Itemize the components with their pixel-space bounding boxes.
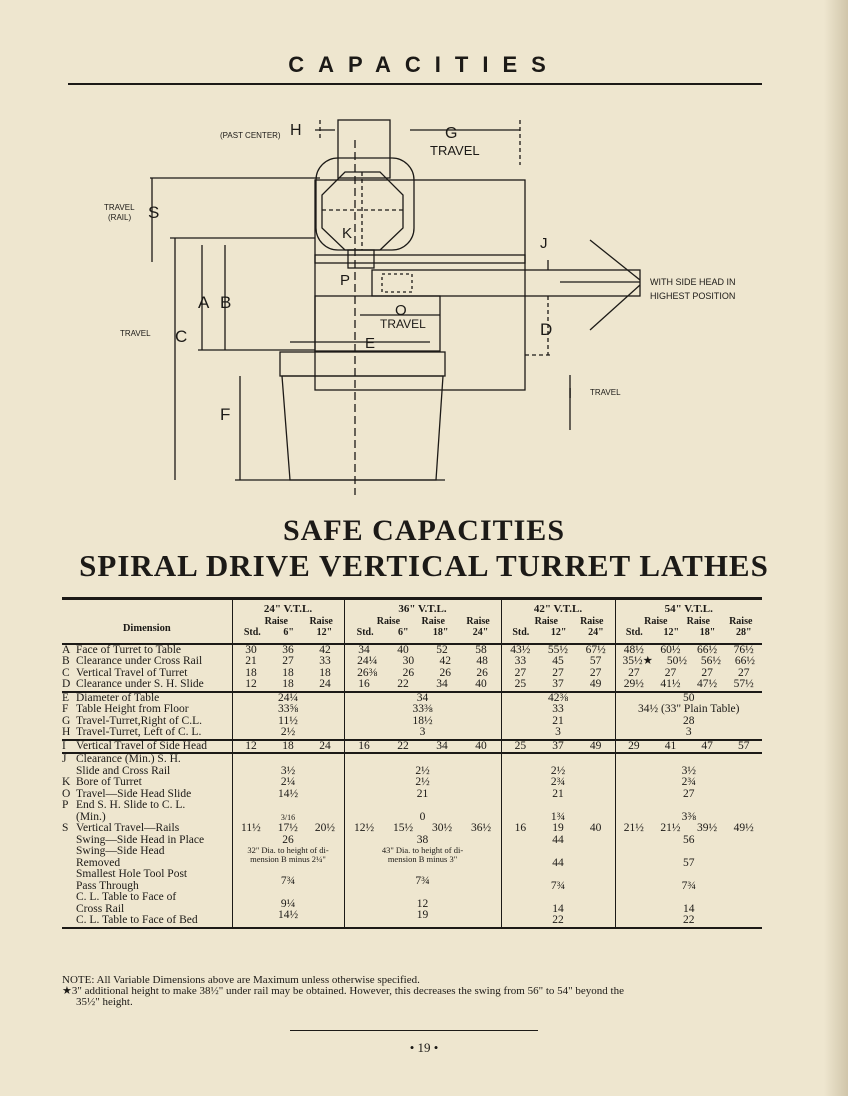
svg-text:HIGHEST POSITION: HIGHEST POSITION: [650, 291, 736, 301]
table-group-e-h: [62, 692, 762, 740]
footer-rule: [290, 1030, 538, 1031]
svg-text:O: O: [395, 302, 407, 319]
group3-m24: 12 18 24: [232, 740, 344, 754]
note-line-3: 35½" height.: [76, 996, 133, 1008]
page-number: • 19 •: [409, 1040, 439, 1055]
table-group-i: [62, 740, 762, 754]
svg-text:E: E: [365, 335, 376, 352]
group2-labels: E Diameter of Table F Table Height from Floor G Travel-Turret,Right of C.L. H Travel-Turret, Left of C. L.: [62, 692, 232, 740]
group2-m24: 24¼ 33⅝ 11½ 2½: [232, 692, 344, 740]
svg-text:A: A: [198, 293, 210, 312]
group2-m54: 50 34½ (33" Plain Table) 28 3: [615, 692, 762, 740]
svg-text:H: H: [290, 122, 302, 139]
svg-text:I: I: [568, 385, 573, 402]
group4-m24: 3½ 2¼ 14½ 3/16 11½ 17½ 20½ 26 32" Dia. to height of di- mension B minus 2¼" 7¾ 9¼ 14½: [232, 753, 344, 928]
model-42-header: 42" V.T.L. Raise Raise Std. 12" 24": [501, 600, 615, 644]
svg-text:D: D: [540, 320, 553, 339]
header-rule: [68, 83, 762, 85]
model-54-header: 54" V.T.L. Raise Raise Raise Std. 12" 18" 28": [615, 600, 762, 644]
past-center-label: (PAST CENTER): [220, 131, 281, 140]
svg-text:TRAVEL: TRAVEL: [120, 329, 151, 338]
svg-text:G: G: [445, 125, 458, 142]
svg-text:F: F: [220, 405, 231, 424]
capacities-table: [62, 597, 762, 929]
group1-m36: 34 40 52 58 24¼ 30 42 48 26⅜ 26 26 26 16 22 34 40: [344, 644, 501, 692]
turret-ram: [338, 120, 390, 178]
svg-text:C: C: [175, 327, 188, 346]
table-group-j-bed: [62, 753, 762, 928]
note-line-1: NOTE: All Variable Dimensions above are Maximum unless otherwise specified.: [62, 974, 420, 986]
svg-text:WITH SIDE HEAD IN: WITH SIDE HEAD IN: [650, 277, 736, 287]
title-spiral-drive: SPIRAL DRIVE VERTICAL TURRET LATHES: [79, 548, 769, 583]
group4-m42: 2½ 2¾ 21 1¾ 16 19 40 44 44 7¾ 14 22: [501, 753, 615, 928]
table-notes: [62, 975, 767, 1008]
group2-m42: 42⅜ 33 21 3: [501, 692, 615, 740]
svg-text:TRAVEL: TRAVEL: [590, 388, 621, 397]
title-safe-capacities: SAFE CAPACITIES: [283, 514, 565, 547]
turret-tool: [348, 250, 374, 268]
svg-text:K: K: [342, 225, 353, 242]
svg-text:(RAIL): (RAIL): [108, 213, 132, 222]
svg-text:TRAVEL: TRAVEL: [430, 143, 480, 158]
model-24-header: 24" V.T.L. Raise Raise Std. 6" 12": [232, 600, 344, 644]
group3-m36: 16 22 34 40: [344, 740, 501, 754]
model-36-header: 36" V.T.L. Raise Raise Raise Std. 6" 18" 24": [344, 600, 501, 644]
group3-m54: 29 41 47 57: [615, 740, 762, 754]
svg-text:TRAVEL: TRAVEL: [380, 317, 426, 331]
table-top: [280, 352, 445, 376]
group4-labels: J Clearance (Min.) S. H. Slide and Cross Rail K Bore of Turret O Travel—Side Head Slide P End S. H. Slide to C. L. (Min.) S Vertical Travel—Rails Swing—Side Head in Place Swing—Side Head Removed Smallest Hole Tool Post Pass Through C. L. Table to Face of Cross Rail C. L. Table to Face of Bed: [62, 753, 232, 928]
table-group-a-d: [62, 644, 762, 692]
table-header-row: [62, 600, 762, 644]
group1-m54: 48½ 60½ 66½ 76½ 35½★ 50½ 56½ 66½ 27 27 27 27 29½ 41½ 47½ 57½: [615, 644, 762, 692]
group4-m54: 3½ 2¾ 27 3⅜ 21½ 21½ 39½ 49½ 56 57 7¾ 14 22: [615, 753, 762, 928]
group1-m42: 43½ 55½ 67½ 33 45 57 27 27 27 25 37 49: [501, 644, 615, 692]
page-header-title: CAPACITIES: [288, 52, 560, 77]
group4-m36: 2½ 2½ 21 0 12½ 15½ 30½ 36½ 38 43" Dia. to height of di- mension B minus 3" 7¾ 12 19: [344, 753, 501, 928]
group3-m42: 25 37 49: [501, 740, 615, 754]
group2-m36: 34 33⅜ 18½ 3: [344, 692, 501, 740]
svg-text:TRAVEL: TRAVEL: [104, 203, 135, 212]
svg-text:B: B: [220, 293, 232, 312]
group1-labels: A Face of Turret to Table B Clearance under Cross Rail C Vertical Travel of Turret D Clearance under S. H. Slide: [62, 644, 232, 692]
svg-text:J: J: [540, 235, 548, 252]
dimension-header: Dimension: [62, 600, 232, 644]
svg-text:P: P: [340, 272, 351, 289]
svg-text:S: S: [148, 203, 160, 222]
table-base: [282, 376, 443, 480]
group1-m24: 30 36 42 21 27 33 18 18 18 12 18 24: [232, 644, 344, 692]
group3-labels: I Vertical Travel of Side Head: [62, 740, 232, 754]
note-line-2: ★3" additional height to make 38½" under rail may be obtained. However, this decreases the swing from 56" to 54" beyond the: [62, 985, 624, 997]
lathe-diagram: [90, 110, 770, 500]
